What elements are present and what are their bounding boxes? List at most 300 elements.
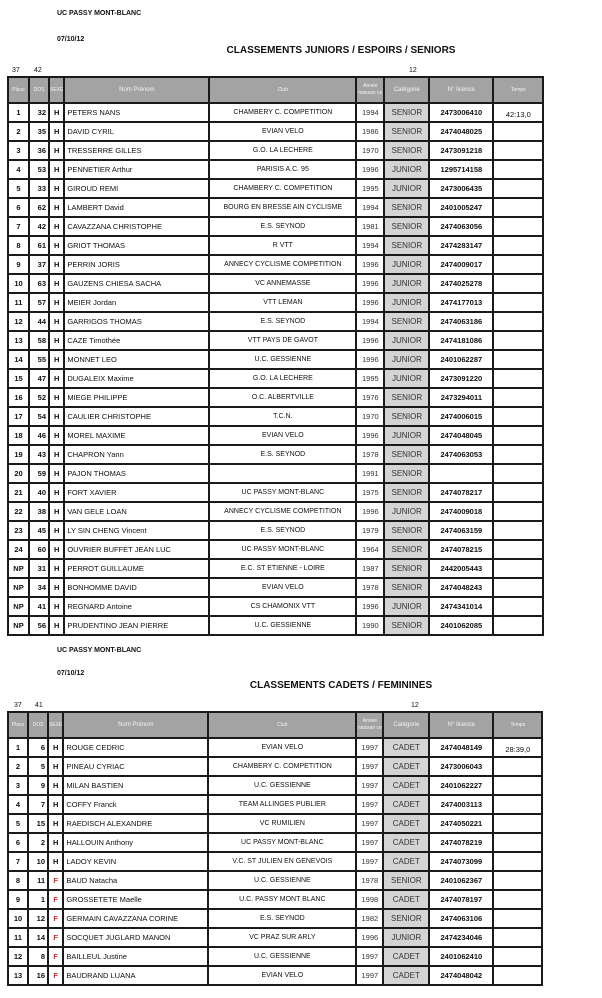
licence-number-cell: 2474050221	[429, 814, 493, 833]
licence-number-cell: 2401005247	[429, 198, 493, 217]
category-cell: SENIOR	[384, 521, 429, 540]
rider-name-cell: CHAPRON Yann	[64, 445, 209, 464]
birth-year-cell: 1996	[356, 426, 384, 445]
rank-cell: 13	[8, 331, 29, 350]
category-cell: SENIOR	[384, 407, 429, 426]
licence-number-cell: 2474003113	[429, 795, 493, 814]
time-cell	[493, 776, 542, 795]
licence-number-cell: 2474025278	[429, 274, 493, 293]
table-row	[8, 426, 543, 445]
rider-name-cell: REGNARD Antoine	[64, 597, 209, 616]
category-cell: JUNIOR	[384, 255, 429, 274]
rider-name-cell: BAUD Natacha	[63, 871, 208, 890]
table-row	[8, 483, 543, 502]
rider-name-cell: ROUGE CEDRIC	[63, 738, 208, 757]
rider-name-cell: FORT XAVIER	[64, 483, 209, 502]
licence-number-cell: 2474063106	[429, 909, 493, 928]
table-row	[8, 122, 543, 141]
birth-year-cell: 1981	[356, 217, 384, 236]
rider-name-cell: BONHOMME DAVID	[64, 578, 209, 597]
rank-cell: 14	[8, 350, 29, 369]
licence-number-cell: 2401062085	[429, 616, 493, 635]
rank-cell: 3	[8, 141, 29, 160]
time-cell	[493, 947, 542, 966]
time-cell	[493, 445, 543, 464]
header-club: Club	[208, 712, 356, 738]
licence-number-cell: 2474078217	[429, 483, 493, 502]
category-cell: JUNIOR	[384, 426, 429, 445]
table-row	[8, 776, 542, 795]
time-cell	[493, 757, 542, 776]
bib-number-cell: 31	[29, 559, 49, 578]
rider-name-cell: MONNET LEO	[64, 350, 209, 369]
sex-cell: H	[49, 179, 64, 198]
table-row	[8, 198, 543, 217]
rider-name-cell: MEIER Jordan	[64, 293, 209, 312]
sex-cell: H	[49, 293, 64, 312]
table-row	[8, 966, 542, 985]
time-cell	[493, 369, 543, 388]
birth-year-cell: 1996	[356, 274, 384, 293]
club-cell: V.C. ST JULIEN EN GENEVOIS	[208, 852, 356, 871]
time-cell	[493, 407, 543, 426]
licence-number-cell: 2474009017	[429, 255, 493, 274]
rank-cell: 20	[8, 464, 29, 483]
bib-number-cell: 45	[29, 521, 49, 540]
birth-year-cell: 1994	[356, 103, 384, 122]
birth-year-cell: 1982	[356, 909, 383, 928]
rank-cell: 8	[8, 236, 29, 255]
club-cell: CHAMBERY C. COMPETITION	[209, 103, 356, 122]
rider-name-cell: GARRIGOS THOMAS	[64, 312, 209, 331]
rider-name-cell: PRUDENTINO JEAN PIERRE	[64, 616, 209, 635]
rider-name-cell: CAVAZZANA CHRISTOPHE	[64, 217, 209, 236]
category-cell: SENIOR	[384, 578, 429, 597]
licence-number-cell: 2474073099	[429, 852, 493, 871]
birth-year-cell: 1991	[356, 464, 384, 483]
licence-number-cell: 2474048243	[429, 578, 493, 597]
club-cell: E.S. SEYNOD	[209, 217, 356, 236]
time-cell: 42:13,0	[493, 103, 543, 122]
birth-year-cell: 1997	[356, 833, 383, 852]
category-cell: SENIOR	[384, 540, 429, 559]
sex-cell: H	[49, 559, 64, 578]
time-cell	[493, 909, 542, 928]
table-row	[8, 331, 543, 350]
club-cell: VC PRAZ SUR ARLY	[208, 928, 356, 947]
rider-name-cell: GERMAIN CAVAZZANA CORINE	[63, 909, 208, 928]
club-cell: G.O. LA LECHERE	[209, 141, 356, 160]
bib-number-cell: 57	[29, 293, 49, 312]
section-title: CLASSEMENTS CADETS / FEMININES	[249, 680, 433, 691]
bib-number-cell: 9	[28, 776, 48, 795]
rider-name-cell: PERRIN JORIS	[64, 255, 209, 274]
birth-year-cell: 1998	[356, 890, 383, 909]
time-cell	[493, 198, 543, 217]
time-cell	[493, 928, 542, 947]
birth-year-cell: 1996	[356, 331, 384, 350]
rank-cell: 17	[8, 407, 29, 426]
table-row	[8, 814, 542, 833]
rider-name-cell: GROSSETETE Maelle	[63, 890, 208, 909]
table-row	[8, 141, 543, 160]
table-row	[8, 871, 542, 890]
rank-cell: 11	[8, 928, 28, 947]
birth-year-cell: 1996	[356, 255, 384, 274]
results-table	[7, 76, 544, 636]
bib-number-cell: 42	[29, 217, 49, 236]
header-temps: Temps	[493, 712, 542, 738]
birth-year-cell: 1975	[356, 483, 384, 502]
club-cell: ANNECY CYCLISME COMPETITION	[209, 255, 356, 274]
time-cell	[493, 464, 543, 483]
sex-cell: H	[49, 426, 64, 445]
club-cell: ANNECY CYCLISME COMPETITION	[209, 502, 356, 521]
birth-year-cell: 1996	[356, 160, 384, 179]
licence-number-cell: 2473006043	[429, 757, 493, 776]
count-dos: 41	[35, 702, 43, 709]
time-cell	[493, 616, 543, 635]
club-cell: EVIAN VELO	[208, 738, 356, 757]
category-cell: JUNIOR	[383, 928, 429, 947]
rank-cell: 9	[8, 255, 29, 274]
table-row	[8, 928, 542, 947]
rank-cell: 12	[8, 312, 29, 331]
rank-cell: 2	[8, 122, 29, 141]
table-row	[8, 559, 543, 578]
category-cell: JUNIOR	[384, 597, 429, 616]
licence-number-cell: 2474181086	[429, 331, 493, 350]
header-place: Place	[8, 77, 29, 103]
licence-number-cell: 2474078219	[429, 833, 493, 852]
bib-number-cell: 37	[29, 255, 49, 274]
sex-cell: H	[49, 274, 64, 293]
sex-cell: H	[49, 122, 64, 141]
club-cell: U.C. PASSY MONT BLANC	[208, 890, 356, 909]
licence-number-cell: 2474283147	[429, 236, 493, 255]
rider-name-cell: SOCQUET JUGLARD MANON	[63, 928, 208, 947]
bib-number-cell: 56	[29, 616, 49, 635]
table-row	[8, 407, 543, 426]
table-row	[8, 597, 543, 616]
category-cell: SENIOR	[384, 483, 429, 502]
bib-number-cell: 53	[29, 160, 49, 179]
category-cell: CADET	[383, 776, 429, 795]
category-cell: CADET	[383, 757, 429, 776]
rank-cell: 18	[8, 426, 29, 445]
rider-name-cell: MILAN BASTIEN	[63, 776, 208, 795]
time-cell	[493, 293, 543, 312]
category-cell: SENIOR	[384, 198, 429, 217]
club-cell: EVIAN VELO	[209, 426, 356, 445]
rank-cell: NP	[8, 597, 29, 616]
club-cell: U.C. GESSIENNE	[209, 616, 356, 635]
header-licence: N° licence	[429, 77, 493, 103]
licence-number-cell: 2474063186	[429, 312, 493, 331]
table-row	[8, 757, 542, 776]
club-cell: UC PASSY MONT-BLANC	[209, 540, 356, 559]
rank-cell: 3	[8, 776, 28, 795]
category-cell: SENIOR	[383, 909, 429, 928]
club-cell: E.S. SEYNOD	[209, 445, 356, 464]
birth-year-cell: 1990	[356, 616, 384, 635]
sex-cell: H	[49, 445, 64, 464]
sex-cell: H	[48, 814, 63, 833]
sex-cell: H	[49, 103, 64, 122]
bib-number-cell: 15	[28, 814, 48, 833]
bib-number-cell: 14	[28, 928, 48, 947]
table-row	[8, 738, 542, 757]
time-cell	[493, 312, 543, 331]
licence-number-cell: 2474006015	[429, 407, 493, 426]
time-cell	[493, 852, 542, 871]
time-cell	[493, 578, 543, 597]
birth-year-cell: 1996	[356, 293, 384, 312]
table-row	[8, 217, 543, 236]
licence-number-cell: 2473006435	[429, 179, 493, 198]
bib-number-cell: 6	[28, 738, 48, 757]
category-cell: CADET	[383, 814, 429, 833]
rank-cell: 16	[8, 388, 29, 407]
rank-cell: 7	[8, 217, 29, 236]
rank-cell: 15	[8, 369, 29, 388]
birth-year-cell: 1997	[356, 776, 383, 795]
table-row	[8, 388, 543, 407]
club-cell: CS CHAMONIX VTT	[209, 597, 356, 616]
table-row	[8, 464, 543, 483]
category-cell: SENIOR	[384, 616, 429, 635]
rank-cell: 1	[8, 103, 29, 122]
rider-name-cell: DAVID CYRIL	[64, 122, 209, 141]
club-cell: U.C. GESSIENNE	[208, 871, 356, 890]
bib-number-cell: 55	[29, 350, 49, 369]
header-sexe: SEXE	[48, 712, 63, 738]
category-cell: SENIOR	[384, 217, 429, 236]
sex-cell: H	[48, 738, 63, 757]
header-dos: DOS	[29, 77, 49, 103]
birth-year-cell: 1997	[356, 852, 383, 871]
table-row	[8, 369, 543, 388]
bib-number-cell: 10	[28, 852, 48, 871]
header-annee: Année naissan ce	[356, 77, 384, 103]
licence-number-cell: 2474341014	[429, 597, 493, 616]
sex-cell: H	[49, 502, 64, 521]
licence-number-cell: 2474009018	[429, 502, 493, 521]
category-cell: SENIOR	[384, 236, 429, 255]
rider-name-cell: BAUDRAND LUANA	[63, 966, 208, 985]
bib-number-cell: 47	[29, 369, 49, 388]
time-cell	[493, 426, 543, 445]
bib-number-cell: 32	[29, 103, 49, 122]
rider-name-cell: MOREL MAXIME	[64, 426, 209, 445]
rider-name-cell: OUVRIER BUFFET JEAN LUC	[64, 540, 209, 559]
table-header-row	[8, 77, 543, 103]
bib-number-cell: 5	[28, 757, 48, 776]
time-cell	[493, 521, 543, 540]
club-cell: R VTT	[209, 236, 356, 255]
header-nom: Nom Prénom	[64, 77, 209, 103]
sex-cell: H	[49, 312, 64, 331]
table-row	[8, 540, 543, 559]
club-cell: VTT LEMAN	[209, 293, 356, 312]
birth-year-cell: 1976	[356, 388, 384, 407]
table-row	[8, 274, 543, 293]
licence-number-cell: 1295714158	[429, 160, 493, 179]
birth-year-cell: 1997	[356, 738, 383, 757]
club-cell: EVIAN VELO	[209, 122, 356, 141]
birth-year-cell: 1978	[356, 445, 384, 464]
bib-number-cell: 12	[28, 909, 48, 928]
club-cell: EVIAN VELO	[208, 966, 356, 985]
birth-year-cell: 1996	[356, 350, 384, 369]
birth-year-cell: 1995	[356, 369, 384, 388]
rider-name-cell: DUGALEIX Maxime	[64, 369, 209, 388]
bib-number-cell: 35	[29, 122, 49, 141]
sex-cell: H	[49, 350, 64, 369]
licence-number-cell: 2474048149	[429, 738, 493, 757]
count-dos: 42	[34, 67, 42, 74]
bib-number-cell: 59	[29, 464, 49, 483]
header-sexe: SEXE	[49, 77, 64, 103]
table-row	[8, 312, 543, 331]
rider-name-cell: LY SIN CHENG Vincent	[64, 521, 209, 540]
rank-cell: 7	[8, 852, 28, 871]
club-cell: E.S. SEYNOD	[209, 521, 356, 540]
count-annee: 12	[409, 67, 417, 74]
bib-number-cell: 60	[29, 540, 49, 559]
category-cell: SENIOR	[384, 464, 429, 483]
licence-number-cell: 2473294011	[429, 388, 493, 407]
licence-number-cell	[429, 464, 493, 483]
club-cell: U.C. GESSIENNE	[209, 350, 356, 369]
table-row	[8, 293, 543, 312]
bib-number-cell: 54	[29, 407, 49, 426]
organizer-name: UC PASSY MONT-BLANC	[57, 647, 142, 654]
time-cell	[493, 160, 543, 179]
birth-year-cell: 1997	[356, 757, 383, 776]
sex-cell: F	[48, 890, 63, 909]
rider-name-cell: HALLOUIN Anthony	[63, 833, 208, 852]
licence-number-cell: 2401062227	[429, 776, 493, 795]
rider-name-cell: PAJON THOMAS	[64, 464, 209, 483]
category-cell: JUNIOR	[384, 369, 429, 388]
sex-cell: F	[48, 928, 63, 947]
sex-cell: H	[49, 236, 64, 255]
club-cell: VC ANNEMASSE	[209, 274, 356, 293]
rank-cell: 24	[8, 540, 29, 559]
rank-cell: NP	[8, 578, 29, 597]
header-nom: Nom Prénom	[63, 712, 208, 738]
birth-year-cell: 1997	[356, 947, 383, 966]
category-cell: JUNIOR	[384, 160, 429, 179]
event-date: 07/10/12	[57, 36, 85, 43]
licence-number-cell: 2474063053	[429, 445, 493, 464]
rank-cell: 11	[8, 293, 29, 312]
category-cell: SENIOR	[383, 871, 429, 890]
rider-name-cell: VAN GELE LOAN	[64, 502, 209, 521]
licence-number-cell: 2473006410	[429, 103, 493, 122]
category-cell: SENIOR	[384, 445, 429, 464]
time-cell	[493, 236, 543, 255]
time-cell	[493, 122, 543, 141]
category-cell: SENIOR	[384, 559, 429, 578]
sex-cell: H	[49, 540, 64, 559]
rank-cell: NP	[8, 559, 29, 578]
sex-cell: H	[48, 833, 63, 852]
licence-number-cell: 2401062367	[429, 871, 493, 890]
category-cell: SENIOR	[384, 312, 429, 331]
table-row	[8, 103, 543, 122]
rider-name-cell: LAMBERT David	[64, 198, 209, 217]
sex-cell: H	[49, 616, 64, 635]
rider-name-cell: PINEAU CYRIAC	[63, 757, 208, 776]
club-cell: VTT PAYS DE GAVOT	[209, 331, 356, 350]
header-licence: N° licence	[429, 712, 493, 738]
club-cell	[209, 464, 356, 483]
category-cell: CADET	[383, 890, 429, 909]
licence-number-cell: 2474048025	[429, 122, 493, 141]
rank-cell: 5	[8, 814, 28, 833]
table-row	[8, 179, 543, 198]
table-row	[8, 616, 543, 635]
rider-name-cell: PERROT GUILLAUME	[64, 559, 209, 578]
licence-number-cell: 2474177013	[429, 293, 493, 312]
category-cell: SENIOR	[384, 122, 429, 141]
sex-cell: H	[49, 331, 64, 350]
category-cell: JUNIOR	[384, 293, 429, 312]
rider-name-cell: BAILLEUL Justine	[63, 947, 208, 966]
time-cell	[493, 871, 542, 890]
birth-year-cell: 1987	[356, 559, 384, 578]
rank-cell: 1	[8, 738, 28, 757]
sex-cell: H	[48, 757, 63, 776]
time-cell	[493, 559, 543, 578]
rank-cell: 23	[8, 521, 29, 540]
birth-year-cell: 1997	[356, 814, 383, 833]
count-place: 37	[12, 67, 20, 74]
club-cell: U.C. GESSIENNE	[208, 947, 356, 966]
table-row	[8, 890, 542, 909]
rank-cell: 22	[8, 502, 29, 521]
rider-name-cell: MIEGE PHILIPPE	[64, 388, 209, 407]
sex-cell: H	[49, 141, 64, 160]
licence-number-cell: 2474234046	[429, 928, 493, 947]
birth-year-cell: 1964	[356, 540, 384, 559]
bib-number-cell: 33	[29, 179, 49, 198]
bib-number-cell: 41	[29, 597, 49, 616]
table-row	[8, 236, 543, 255]
time-cell	[493, 966, 542, 985]
rank-cell: 10	[8, 909, 28, 928]
licence-number-cell: 2401062287	[429, 350, 493, 369]
licence-number-cell: 2474048042	[429, 966, 493, 985]
rider-name-cell: PETERS NANS	[64, 103, 209, 122]
rank-cell: 4	[8, 160, 29, 179]
sex-cell: H	[48, 776, 63, 795]
rank-cell: 4	[8, 795, 28, 814]
header-categorie: Catégorie	[383, 712, 429, 738]
table-row	[8, 833, 542, 852]
club-cell: UC PASSY MONT-BLANC	[208, 833, 356, 852]
time-cell	[493, 483, 543, 502]
birth-year-cell: 1986	[356, 122, 384, 141]
table-row	[8, 852, 542, 871]
birth-year-cell: 1996	[356, 597, 384, 616]
sex-cell: H	[49, 388, 64, 407]
sex-cell: H	[49, 578, 64, 597]
club-cell: TEAM ALLINGES PUBLIER	[208, 795, 356, 814]
table-row	[8, 909, 542, 928]
